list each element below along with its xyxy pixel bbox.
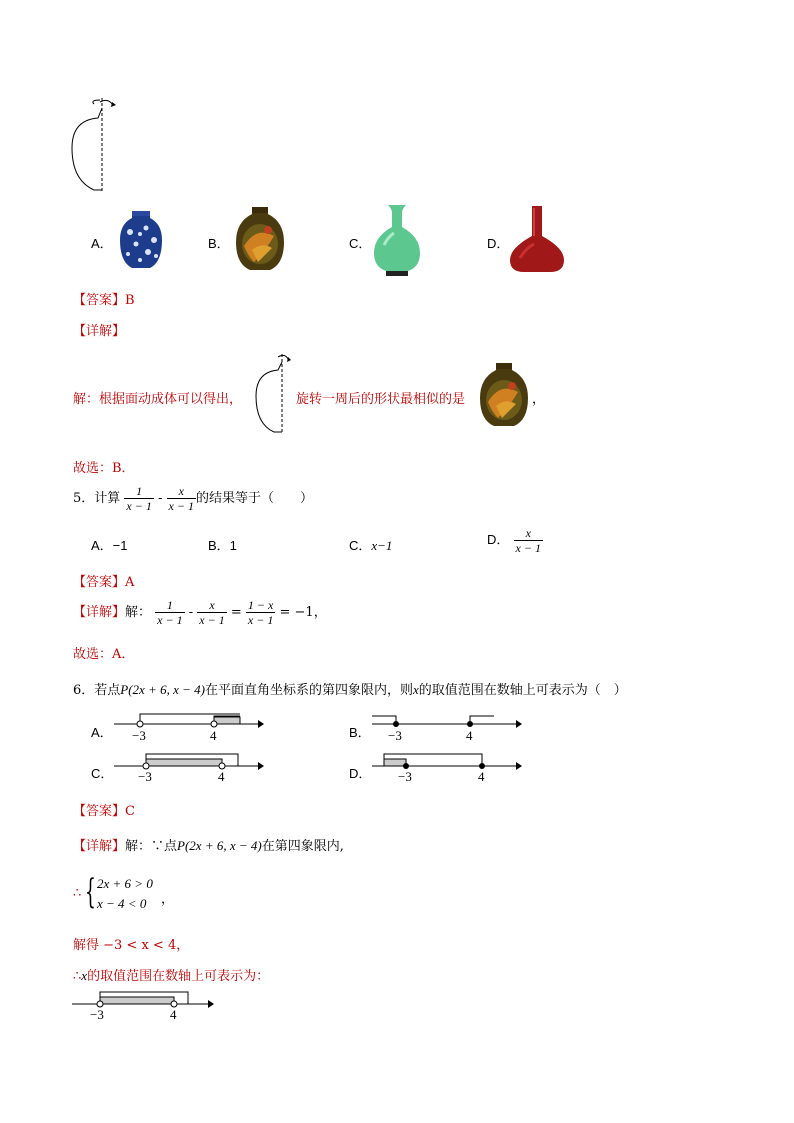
q5-option-b: B．1 [208, 538, 237, 553]
rotation-figure-small [252, 352, 294, 436]
option-b-label: B． [208, 236, 230, 251]
question-6-stem: 6．若点P(2x + 6, x − 4)在平面直角坐标系的第四象限内，则x的取值范围在数轴上可表示为（ ） [73, 682, 627, 698]
solution-mid-q4: 旋转一周后的形状最相似的是 [296, 392, 466, 407]
number-line-d [370, 750, 522, 786]
detail-line-q5: 【详解】解： $\frac{1}{x - 1}$ - $\frac{x}{x - 1}$ = $\frac{1 - x}{x - 1}$ = −1， [73, 598, 327, 627]
tick-label-left: −3 [132, 728, 146, 743]
option-d-fraction: $\frac{x}{x - 1}$ [515, 526, 541, 555]
svg-text:−3: −3 [398, 769, 412, 784]
detail-line-q6: 【详解】解：∵点P(2x + 6, x − 4)在第四象限内, [73, 838, 344, 854]
svg-text:−3: −3 [90, 1007, 104, 1022]
rotation-figure [68, 96, 128, 196]
golden-phoenix-vase-image [234, 206, 286, 272]
choose-q4: 故选：B． [73, 461, 135, 476]
number-line-c [112, 750, 264, 786]
answer-label: 【答案】 [73, 293, 126, 308]
solution-prefix-q4: 解：根据面动成体可以得出， [73, 392, 243, 407]
question-5-number: 5．计算 [73, 491, 121, 506]
svg-text:4: 4 [478, 769, 485, 784]
q5-option-d: D． $\frac{x}{x - 1}$ [487, 526, 541, 555]
golden-phoenix-vase-answer-image [478, 362, 530, 428]
q6-option-c-label: C． [91, 766, 114, 781]
detail-label-q4: 【详解】 [73, 324, 126, 339]
svg-text:−3: −3 [388, 728, 402, 743]
number-line-b [370, 708, 522, 746]
answer-line-q5: 【答案】A [73, 575, 135, 590]
option-c-label: C． [349, 236, 372, 251]
q5-option-a: A．−1 [91, 538, 128, 553]
question-5-stem-end: 的结果等于（ ） [195, 491, 313, 506]
q6-option-d-label: D． [349, 766, 372, 781]
detail-label-q5: 【详解】 [73, 605, 126, 620]
question-5-stem [73, 484, 313, 513]
blue-white-porcelain-jar-image [118, 210, 164, 270]
minus-sign: - [158, 491, 163, 506]
svg-text:4: 4 [218, 769, 225, 784]
q5-option-c: C．x−1 [349, 538, 393, 553]
solution-end-q4: ， [532, 392, 546, 407]
svg-text:4: 4 [466, 728, 473, 743]
answer-line-q4 [73, 289, 135, 308]
q6-option-b-label: B． [349, 725, 371, 740]
solve-line-q6: 解得 −3 < x < 4， [73, 938, 190, 953]
option-d-label: D． [487, 236, 510, 251]
svg-text:4: 4 [170, 1007, 177, 1022]
number-line-a [112, 708, 264, 746]
fraction-1: $\frac{1}{x - 1}$ [126, 484, 152, 513]
point-p: P(2x + 6, x − 4) [120, 682, 205, 697]
green-celadon-vase-image [372, 203, 422, 277]
tick-label-right: 4 [210, 728, 217, 743]
choose-q5: 故选：A． [73, 647, 135, 662]
conclusion-line-q6: ∴x的取值范围在数轴上可表示为： [73, 968, 270, 984]
fraction-2: $\frac{x}{x - 1}$ [168, 484, 194, 513]
red-glazed-vase-image [508, 204, 566, 274]
answer-value: B [125, 293, 135, 308]
svg-text:−3: −3 [138, 769, 152, 784]
number-line-answer [72, 988, 214, 1024]
q6-option-a-label: A． [91, 725, 113, 740]
option-a-label: A． [91, 236, 113, 251]
answer-line-q6: 【答案】C [73, 804, 135, 819]
